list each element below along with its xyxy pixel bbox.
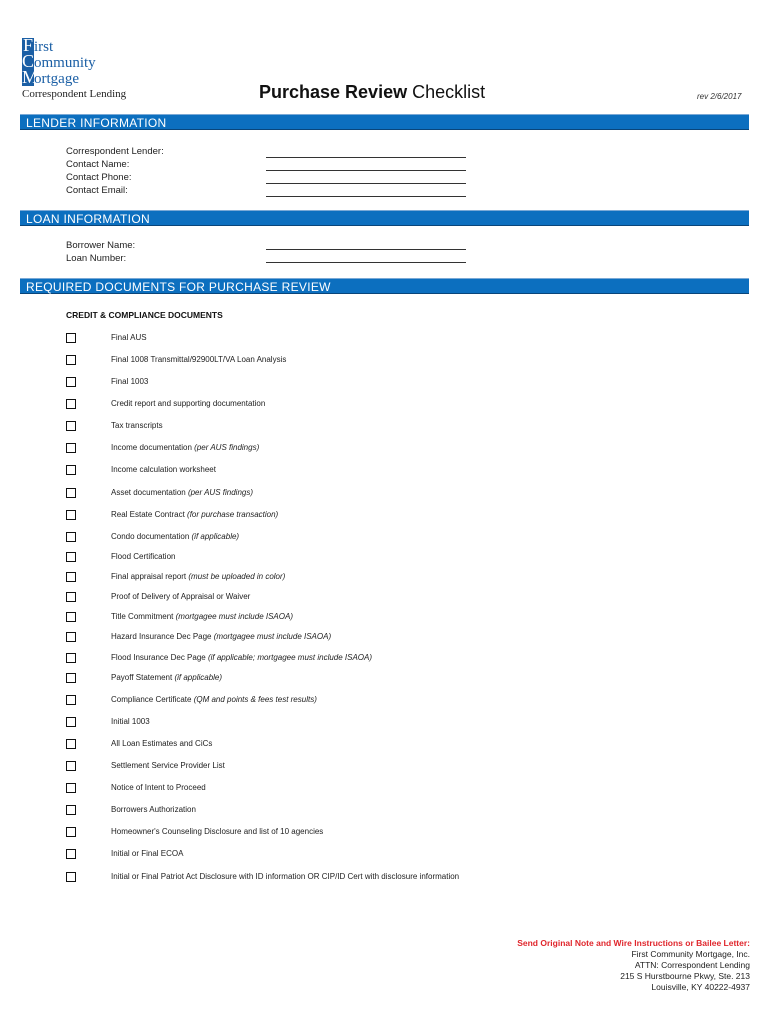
checkbox[interactable] (66, 532, 76, 542)
checklist-item (66, 552, 746, 564)
mailing-line: 215 S Hurstbourne Pkwy, Ste. 213 (620, 971, 750, 981)
checklist-item-label: Income calculation worksheet (111, 465, 216, 474)
checklist-item-label: Final appraisal report (must be uploaded in color) (111, 572, 286, 581)
logo-line-community: Community (22, 51, 96, 71)
checklist-item (66, 695, 746, 707)
loan-number-field: Loan Number: (66, 253, 126, 265)
checklist-item-label: Payoff Statement (if applicable) (111, 673, 223, 682)
checklist-item-label: Final 1008 Transmittal/92900LT/VA Loan Analysis (111, 355, 287, 364)
checkbox[interactable] (66, 488, 76, 498)
checkbox[interactable] (66, 572, 76, 582)
checklist-item-note: (must be uploaded in color) (188, 572, 286, 581)
contact-name-line[interactable] (266, 170, 466, 171)
contact-phone-line[interactable] (266, 183, 466, 184)
mailing-line: Louisville, KY 40222-4937 (651, 982, 750, 992)
contact-email-line[interactable] (266, 196, 466, 197)
checkbox[interactable] (66, 355, 76, 365)
checkbox[interactable] (66, 827, 76, 837)
company-logo (22, 36, 132, 100)
checkbox[interactable] (66, 653, 76, 663)
checklist-item-label: Final 1003 (111, 377, 149, 386)
correspondent-lender-field: Correspondent Lender: (66, 146, 164, 158)
checklist-item-label: Hazard Insurance Dec Page (mortgagee must include ISAOA) (111, 632, 332, 641)
logo-line-first: First (22, 35, 54, 55)
loan-number-line[interactable] (266, 262, 466, 263)
checklist-item-label: Compliance Certificate (QM and points & fees test results) (111, 695, 317, 704)
checklist-item-label: Final AUS (111, 333, 147, 342)
checklist-item (66, 592, 746, 604)
checklist-item-note: (for purchase transaction) (187, 510, 279, 519)
checklist-item-label: Condo documentation (if applicable) (111, 532, 240, 541)
checklist-item (66, 805, 746, 817)
mailing-line: First Community Mortgage, Inc. (631, 949, 750, 959)
checkbox[interactable] (66, 377, 76, 387)
checkbox[interactable] (66, 739, 76, 749)
required-documents-header: REQUIRED DOCUMENTS FOR PURCHASE REVIEW (20, 278, 749, 294)
checklist-item-label: Proof of Delivery of Appraisal or Waiver (111, 592, 251, 601)
checklist-item-label: Initial or Final Patriot Act Disclosure with ID information OR CIP/ID Cert with disclosure information (111, 872, 460, 881)
checkbox[interactable] (66, 333, 76, 343)
checklist-item (66, 443, 746, 455)
checklist-item-label: Flood Certification (111, 552, 176, 561)
checklist-item-note: (mortgagee must include ISAOA) (175, 612, 293, 621)
checklist-item (66, 465, 746, 477)
checklist-item-note: (QM and points & fees test results) (193, 695, 317, 704)
checkbox[interactable] (66, 421, 76, 431)
checklist-item (66, 532, 746, 544)
page-title: Purchase Review Checklist (259, 82, 486, 102)
checklist-item-note: (per AUS findings) (187, 488, 253, 497)
checkbox[interactable] (66, 761, 76, 771)
checkbox[interactable] (66, 695, 76, 705)
checklist-item-label: Borrowers Authorization (111, 805, 196, 814)
credit-compliance-subheading: CREDIT & COMPLIANCE DOCUMENTS (66, 310, 223, 320)
checklist-item-label: Title Commitment (mortgagee must include ISAOA) (111, 612, 293, 621)
checklist-item-label: Flood Insurance Dec Page (if applicable; mortgagee must include ISAOA) (111, 653, 373, 662)
checklist-item-note: (if applicable) (191, 532, 240, 541)
checkbox[interactable] (66, 510, 76, 520)
checklist-item (66, 377, 746, 389)
logo-subtitle: Correspondent Lending (22, 88, 127, 100)
checkbox[interactable] (66, 632, 76, 642)
logo-line-mortgage: Mortgage (22, 67, 79, 87)
checkbox[interactable] (66, 805, 76, 815)
borrower-name-line[interactable] (266, 249, 466, 250)
checklist-item-note: (if applicable) (174, 673, 223, 682)
checkbox[interactable] (66, 465, 76, 475)
checkbox[interactable] (66, 399, 76, 409)
checklist-item-label: All Loan Estimates and CiCs (111, 739, 213, 748)
checklist-item (66, 739, 746, 751)
mailing-line: ATTN: Correspondent Lending (634, 960, 750, 970)
checklist-item (66, 761, 746, 773)
checkbox[interactable] (66, 612, 76, 622)
checklist-item-label: Credit report and supporting documentation (111, 399, 266, 408)
checklist-item (66, 849, 746, 861)
checklist-item (66, 872, 746, 884)
checkbox[interactable] (66, 872, 76, 882)
checkbox[interactable] (66, 849, 76, 859)
checklist-item (66, 399, 746, 411)
checklist-item-note: (if applicable; mortgagee must include ISAOA) (207, 653, 373, 662)
checklist-item (66, 783, 746, 795)
checklist-item (66, 717, 746, 729)
contact-email-field: Contact Email: (66, 185, 128, 197)
checklist-item (66, 510, 746, 522)
borrower-name-field: Borrower Name: (66, 240, 135, 252)
checkbox[interactable] (66, 592, 76, 602)
checklist-item (66, 421, 746, 433)
checklist-item-label: Tax transcripts (111, 421, 163, 430)
checklist-item (66, 612, 746, 624)
revision-date: rev 2/6/2017 (697, 92, 742, 101)
checklist-item-label: Asset documentation (per AUS findings) (111, 488, 253, 497)
checklist-item (66, 673, 746, 685)
checklist-item-label: Initial 1003 (111, 717, 150, 726)
correspondent-lender-line[interactable] (266, 157, 466, 158)
checkbox[interactable] (66, 717, 76, 727)
checklist-item (66, 827, 746, 839)
checklist-item-label: Income documentation (per AUS findings) (111, 443, 260, 452)
checklist-item-note: (per AUS findings) (194, 443, 260, 452)
checklist-item (66, 572, 746, 584)
checklist-item (66, 632, 746, 644)
checkbox[interactable] (66, 673, 76, 683)
checkbox[interactable] (66, 783, 76, 793)
checklist-item (66, 355, 746, 367)
mailing-instructions (517, 938, 750, 993)
contact-name-field: Contact Name: (66, 159, 129, 171)
checklist-item (66, 653, 746, 665)
checklist-item-label: Notice of Intent to Proceed (111, 783, 206, 792)
checklist-item-label: Initial or Final ECOA (111, 849, 184, 858)
checklist-item (66, 333, 746, 345)
lender-information-header: LENDER INFORMATION (20, 114, 749, 130)
checklist-item-label: Real Estate Contract (for purchase transaction) (111, 510, 279, 519)
checkbox[interactable] (66, 443, 76, 453)
checklist-item-label: Homeowner's Counseling Disclosure and list of 10 agencies (111, 827, 324, 836)
checkbox[interactable] (66, 552, 76, 562)
checklist-item-note: (mortgagee must include ISAOA) (213, 632, 332, 641)
checklist-item (66, 488, 746, 500)
checklist-item-label: Settlement Service Provider List (111, 761, 225, 770)
mailing-heading: Send Original Note and Wire Instructions or Bailee Letter: (517, 938, 750, 948)
loan-information-header: LOAN INFORMATION (20, 210, 749, 226)
contact-phone-field: Contact Phone: (66, 172, 132, 184)
